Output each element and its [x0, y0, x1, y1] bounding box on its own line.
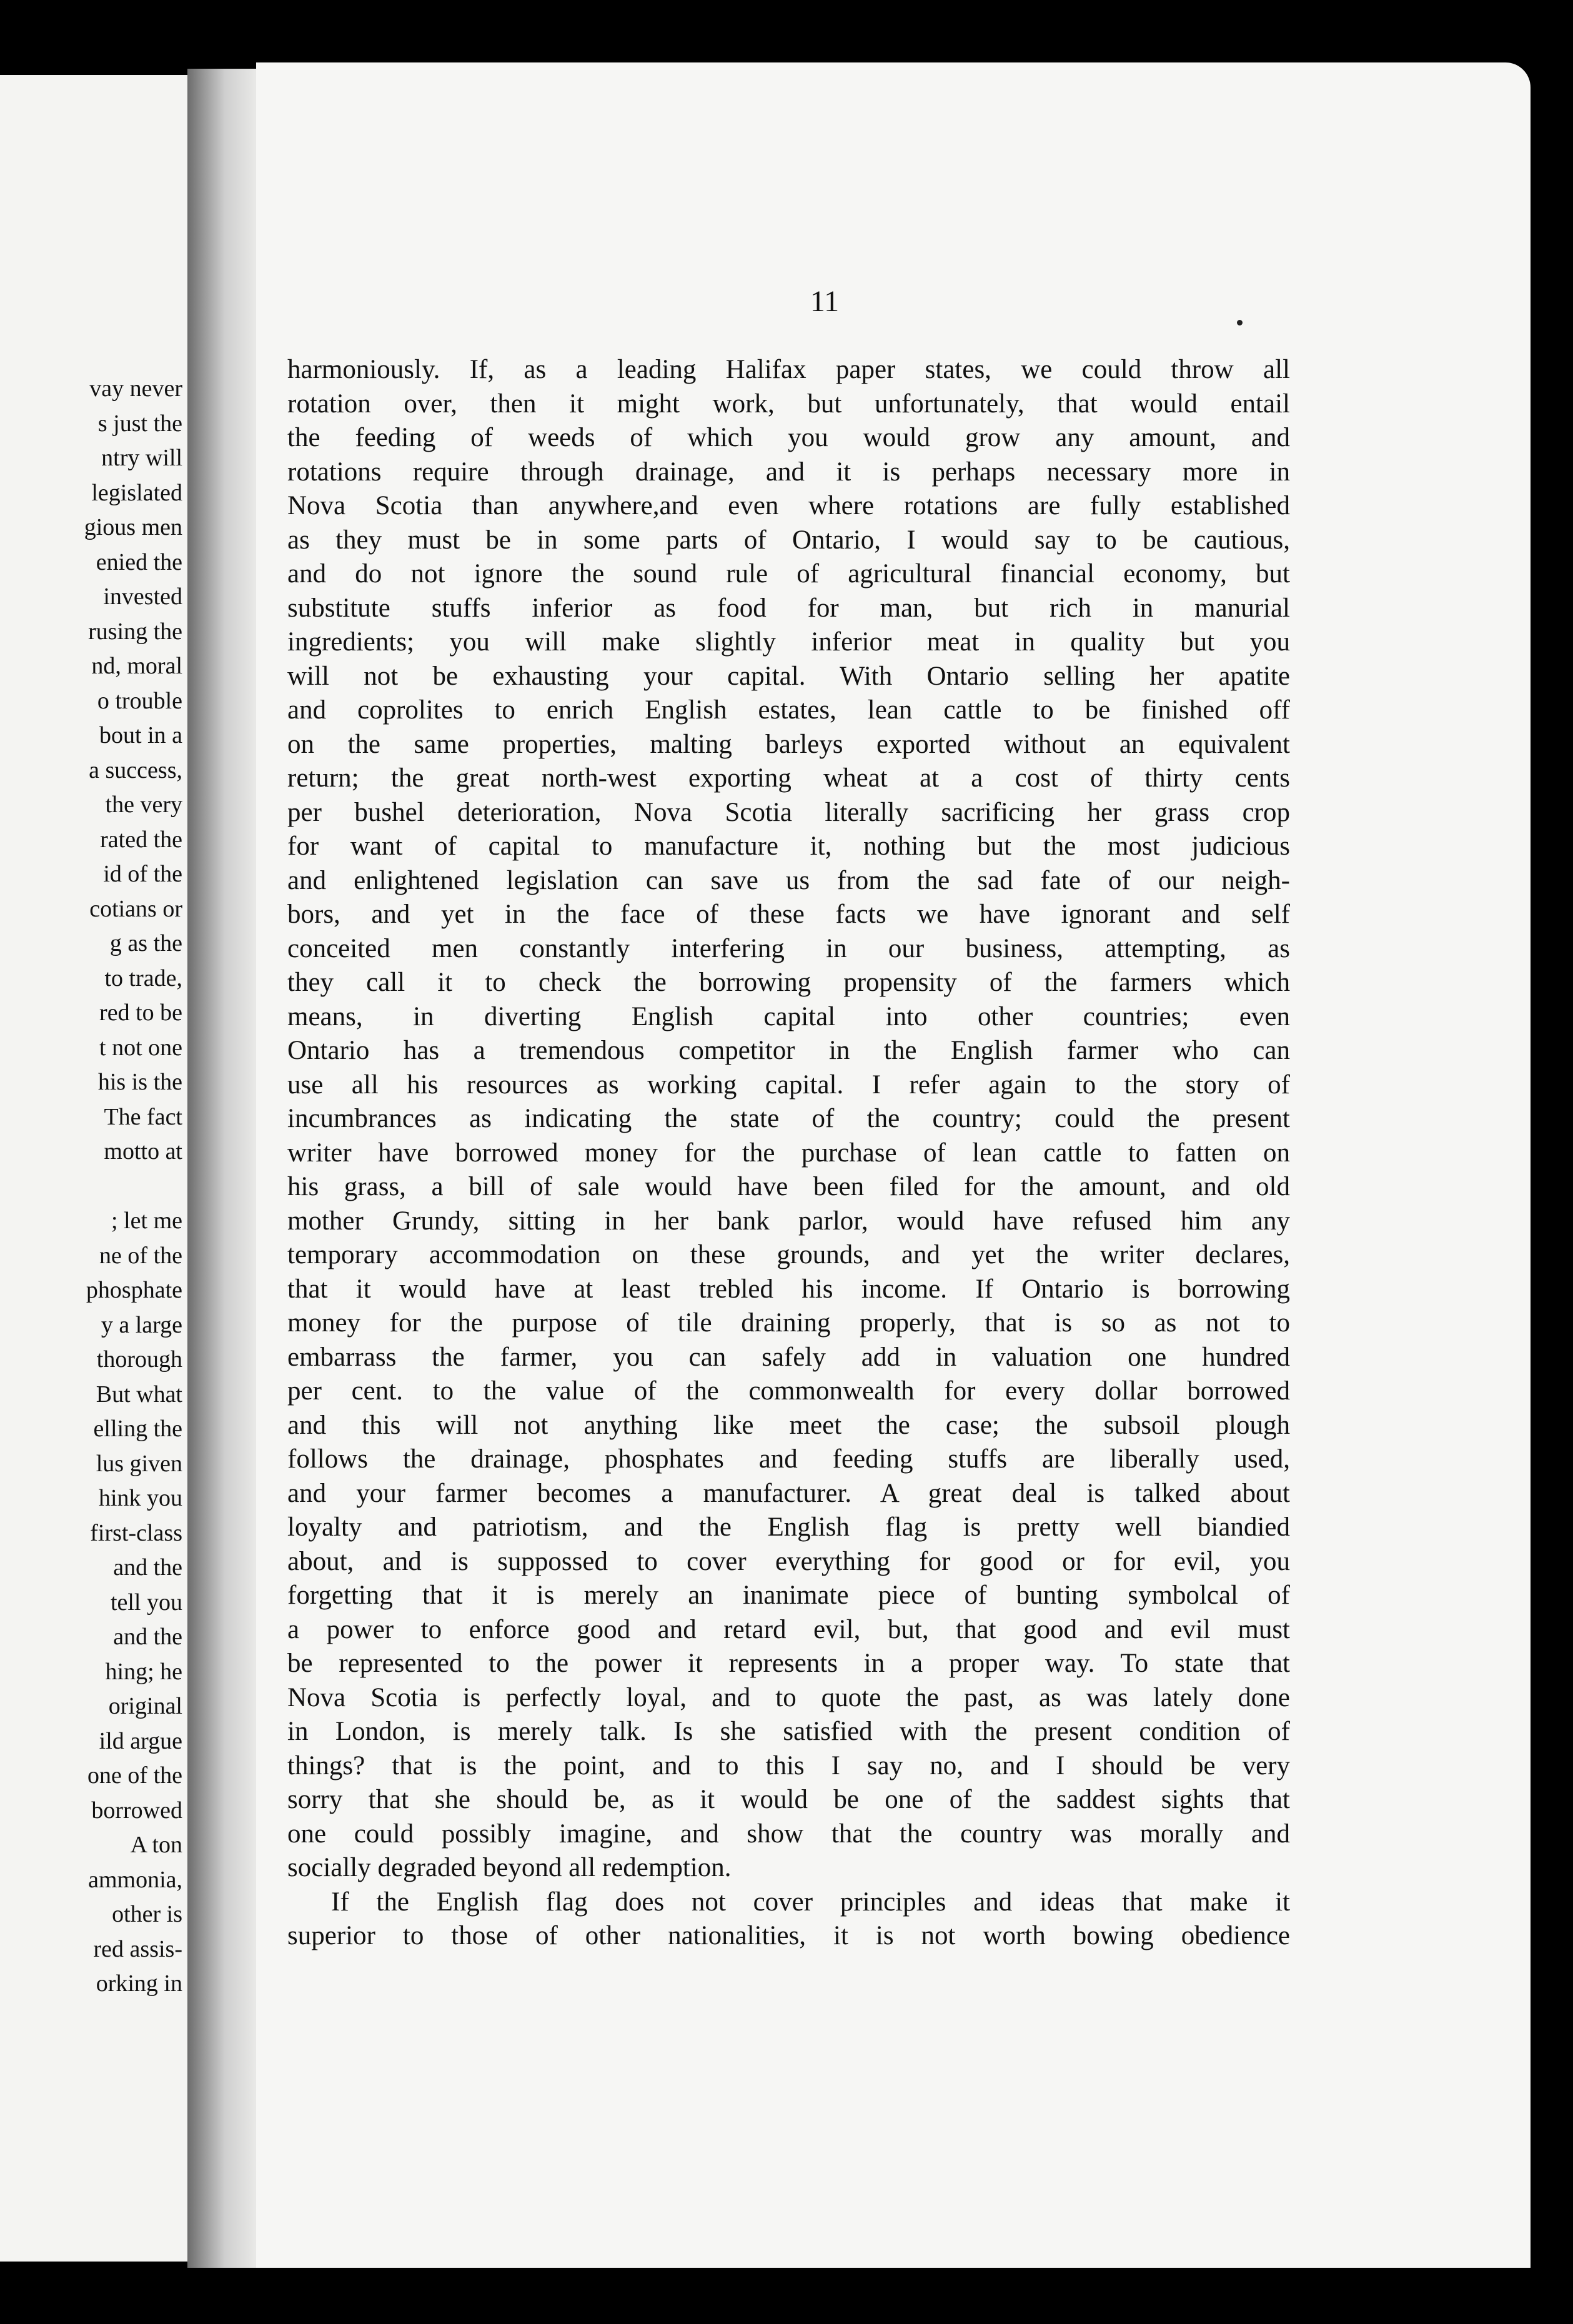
- left-page-line: enied the: [96, 549, 182, 575]
- text-line: be represented to the power it represents in a proper way. To state that: [287, 1649, 1290, 1678]
- text-line: his grass, a bill of sale would have been filed for the amount, and old: [287, 1172, 1290, 1201]
- left-page-line: A ton: [130, 1832, 182, 1858]
- text-line: as they must be in some parts of Ontario, I would say to be cautious,: [287, 525, 1290, 555]
- left-page-line: s just the: [97, 410, 182, 437]
- left-page-line: hink you: [98, 1485, 182, 1511]
- text-line: socially degraded beyond all redemption.: [287, 1853, 732, 1882]
- left-page-line: motto at: [104, 1138, 182, 1164]
- left-page-line: g as the: [109, 930, 182, 956]
- left-page-line: t not one: [99, 1034, 182, 1061]
- left-page-line: phosphate: [86, 1277, 182, 1303]
- text-line: and your farmer becomes a manufacturer. A great deal is talked about: [287, 1478, 1290, 1508]
- left-page-line: his is the: [97, 1069, 182, 1095]
- page-number: 11: [810, 285, 840, 318]
- ink-speck: [1237, 320, 1243, 325]
- text-line: one could possibly imagine, and show that the country was morally and: [287, 1819, 1290, 1849]
- left-page-line: first-class: [90, 1519, 182, 1546]
- text-line: they call it to check the borrowing propensity of the farmers which: [287, 968, 1290, 997]
- text-line: ingredients; you will make slightly inferior meat in quality but you: [287, 627, 1290, 657]
- text-line: a power to enforce good and retard evil, but, that good and evil must: [287, 1614, 1290, 1644]
- left-page-line: invested: [103, 583, 182, 610]
- left-page-line: ne of the: [99, 1242, 182, 1269]
- left-page-line: orking in: [96, 1970, 182, 1997]
- text-line: rotation over, then it might work, but unfortunately, that would entail: [287, 389, 1290, 419]
- text-line: conceited men constantly interfering in our business, attempting, as: [287, 933, 1290, 963]
- text-line: Nova Scotia is perfectly loyal, and to quote the past, as was lately done: [287, 1682, 1290, 1712]
- text-line: and enlightened legislation can save us from the sad fate of our neigh-: [287, 865, 1290, 895]
- text-line: on the same properties, malting barleys exported without an equivalent: [287, 729, 1290, 759]
- left-page-line: rated the: [100, 826, 182, 853]
- text-line: Ontario has a tremendous competitor in the English farmer who can: [287, 1036, 1290, 1065]
- text-line: harmoniously. If, as a leading Halifax paper states, we could throw all: [287, 355, 1290, 384]
- text-line: follows the drainage, phosphates and feeding stuffs are liberally used,: [287, 1444, 1290, 1474]
- text-line: sorry that she should be, as it would be one of the saddest sights that: [287, 1785, 1290, 1814]
- text-line: for want of capital to manufacture it, nothing but the most judicious: [287, 832, 1290, 861]
- text-line: mother Grundy, sitting in her bank parlor, would have refused him any: [287, 1206, 1290, 1236]
- text-line: embarrass the farmer, you can safely add in valuation one hundred: [287, 1342, 1290, 1372]
- left-page-line: hing; he: [105, 1658, 182, 1685]
- text-line: that it would have at least trebled his income. If Ontario is borrowing: [287, 1274, 1290, 1304]
- left-page-line: ammonia,: [88, 1866, 182, 1893]
- text-line: loyalty and patriotism, and the English flag is pretty well biandied: [287, 1512, 1290, 1542]
- text-line: Nova Scotia than anywhere,and even where rotations are fully established: [287, 491, 1290, 520]
- text-line: in London, is merely talk. Is she satisfied with the present condition of: [287, 1717, 1290, 1746]
- left-page-line: and the: [113, 1624, 182, 1650]
- left-page-line: ild argue: [99, 1727, 182, 1754]
- text-line: and coprolites to enrich English estates, lean cattle to be finished off: [287, 695, 1290, 725]
- text-line: per bushel deterioration, Nova Scotia literally sacrificing her grass crop: [287, 797, 1290, 827]
- text-line: will not be exhausting your capital. With Ontario selling her apatite: [287, 661, 1290, 691]
- body-text: [287, 353, 1290, 1954]
- left-page-line: original: [108, 1693, 182, 1719]
- left-page-line: other is: [112, 1901, 182, 1927]
- left-page-line: borrowed: [91, 1797, 182, 1824]
- left-page-line: tell you: [110, 1589, 182, 1616]
- text-line: substitute stuffs inferior as food for man, but rich in manurial: [287, 593, 1290, 623]
- text-line: use all his resources as working capital. I refer again to the story of: [287, 1070, 1290, 1100]
- left-page-line: nd, moral: [91, 653, 182, 679]
- text-line: return; the great north-west exporting wheat at a cost of thirty cents: [287, 763, 1290, 793]
- left-page-line: a success,: [89, 757, 182, 783]
- left-page-line: ntry will: [101, 445, 182, 471]
- text-line: incumbrances as indicating the state of the country; could the present: [287, 1104, 1290, 1133]
- text-line: the feeding of weeds of which you would grow any amount, and: [287, 423, 1290, 452]
- left-page-line: thorough: [96, 1346, 182, 1373]
- left-page-line: y a large: [101, 1311, 182, 1338]
- text-line: about, and is suppossed to cover everything for good or for evil, you: [287, 1546, 1290, 1576]
- text-line: and do not ignore the sound rule of agricultural financial economy, but: [287, 559, 1290, 588]
- left-page-text: [0, 372, 182, 2002]
- text-line: money for the purpose of tile draining properly, that is so as not to: [287, 1308, 1290, 1338]
- left-page-line: red assis-: [93, 1935, 182, 1962]
- text-line: rotations require through drainage, and it is perhaps necessary more in: [287, 457, 1290, 487]
- left-page-line: lus given: [96, 1450, 182, 1477]
- left-page: [0, 75, 187, 2262]
- left-page-line: gious men: [84, 514, 182, 540]
- left-page-line: cotians or: [89, 895, 182, 922]
- text-line: forgetting that it is merely an inanimate piece of bunting symbolcal of: [287, 1581, 1290, 1610]
- left-page-line: [0, 1169, 182, 1204]
- text-line: If the English flag does not cover principles and ideas that make it: [331, 1887, 1290, 1917]
- text-line: writer have borrowed money for the purchase of lean cattle to fatten on: [287, 1138, 1290, 1168]
- left-page-line: vay never: [89, 375, 182, 402]
- text-line: per cent. to the value of the commonwealth for every dollar borrowed: [287, 1376, 1290, 1406]
- paragraph-2: [287, 1885, 1290, 1954]
- left-page-line: to trade,: [104, 965, 182, 991]
- left-page-line: id of the: [103, 861, 182, 887]
- text-line: temporary accommodation on these grounds, and yet the writer declares,: [287, 1240, 1290, 1269]
- left-page-line: rusing the: [88, 618, 182, 645]
- left-page-line: But what: [96, 1381, 182, 1408]
- left-page-line: red to be: [99, 1000, 182, 1026]
- paragraph-1: [287, 353, 1290, 1885]
- left-page-line: o trouble: [97, 687, 182, 714]
- left-page-line: ; let me: [111, 1208, 182, 1234]
- text-line: bors, and yet in the face of these facts we have ignorant and self: [287, 900, 1290, 929]
- left-page-line: elling the: [93, 1416, 182, 1442]
- book-gutter: [187, 69, 256, 2268]
- left-page-line: and the: [113, 1554, 182, 1581]
- text-line: superior to those of other nationalities, it is not worth bowing obedience: [287, 1921, 1290, 1950]
- left-page-line: legislated: [91, 479, 182, 506]
- text-line: things? that is the point, and to this I say no, and I should be very: [287, 1750, 1290, 1780]
- text-line: and this will not anything like meet the case; the subsoil plough: [287, 1410, 1290, 1440]
- left-page-line: one of the: [87, 1762, 182, 1789]
- right-page: [256, 62, 1531, 2268]
- left-page-line: the very: [105, 792, 182, 818]
- left-page-line: bout in a: [99, 722, 182, 748]
- text-line: means, in diverting English capital into other countries; even: [287, 1001, 1290, 1031]
- left-page-line: The fact: [104, 1103, 182, 1130]
